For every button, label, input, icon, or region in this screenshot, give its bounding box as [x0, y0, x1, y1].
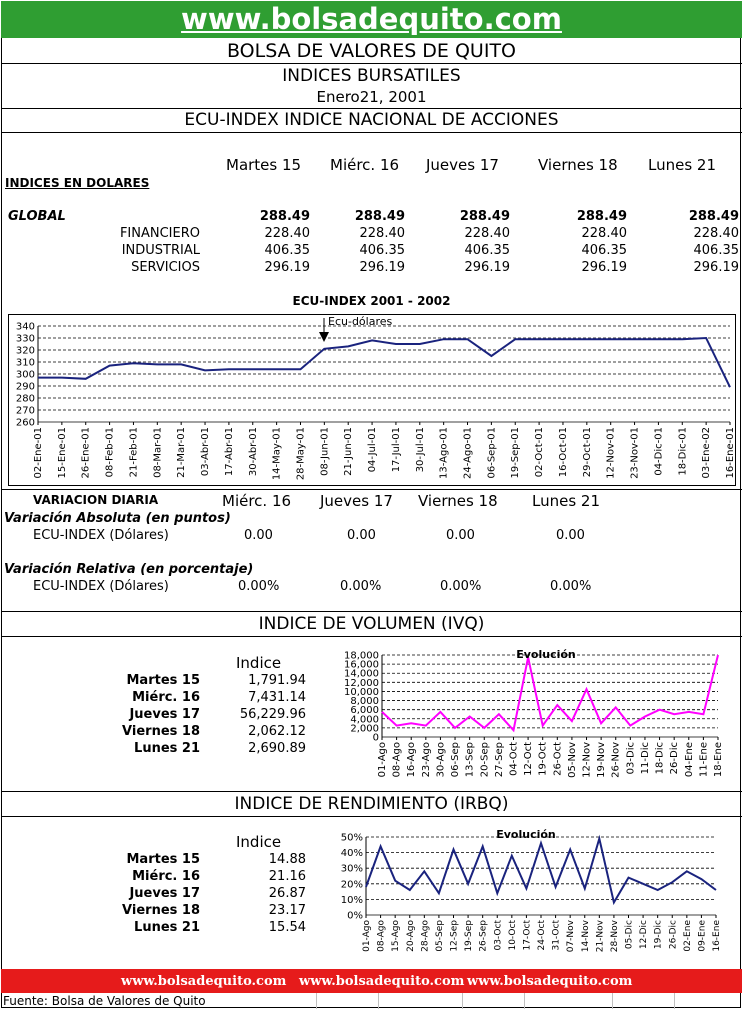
divider: [1, 636, 742, 637]
site-banner[interactable]: www.bolsadequito.com: [1, 1, 742, 38]
x-tick-label: 03-Abr-01: [200, 427, 212, 477]
ivq-chart-title: Evolución: [516, 648, 576, 661]
y-tick-label: 10%: [340, 894, 363, 906]
ivq-value: 2,062.12: [248, 724, 306, 739]
x-tick-label: 04-Dic-01: [653, 427, 665, 476]
irbq-chart-title: Evolución: [496, 828, 556, 841]
rel-variation-label: Variación Relativa (en porcentaje): [4, 562, 254, 577]
irbq-col-header: Indice: [236, 833, 282, 851]
day-header: Lunes 21: [648, 156, 717, 174]
day-header: Viernes 18: [538, 156, 618, 174]
x-tick-label: 05-Nov: [566, 742, 578, 778]
x-tick-label: 03-Ene-02: [701, 427, 713, 479]
rel-value: 0.00%: [238, 579, 280, 594]
cell-value: 228.40: [264, 226, 310, 241]
x-tick-label: 21-Nov: [595, 920, 606, 953]
irbq-value: 26.87: [268, 886, 306, 901]
y-tick-label: 0: [372, 732, 379, 744]
irbq-value: 23.17: [268, 903, 306, 918]
y-tick-label: 50%: [340, 832, 363, 844]
y-tick-label: 10,000: [344, 686, 379, 698]
ivq-col-header: Indice: [236, 654, 282, 672]
irbq-value: 21.16: [268, 869, 306, 884]
ecu-chart-title: ECU-INDEX 2001 - 2002: [292, 294, 451, 308]
x-tick-label: 17-Oct: [522, 920, 533, 951]
y-tick-label: 30%: [340, 863, 363, 875]
x-tick-label: 15-Ene-01: [56, 427, 68, 479]
cell-value: 406.35: [464, 243, 510, 258]
cell-border: [316, 993, 317, 1009]
irbq-day: Viernes 18: [122, 903, 200, 918]
rel-row-label: ECU-INDEX (Dólares): [33, 579, 169, 594]
section-title-ivq: INDICE DE VOLUMEN (IVQ): [258, 614, 485, 634]
divider: [1, 108, 742, 109]
ivq-day: Viernes 18: [122, 724, 200, 739]
y-tick-label: 290: [15, 381, 35, 393]
x-tick-label: 21-Feb-01: [128, 427, 140, 478]
y-tick-label: 0%: [347, 910, 363, 922]
rel-value: 0.00%: [440, 579, 482, 594]
y-tick-label: 8,000: [350, 696, 379, 708]
x-tick-label: 20-Ago: [405, 920, 416, 952]
x-tick-label: 29-Oct-01: [581, 427, 593, 478]
abs-value: 0.00: [244, 528, 273, 543]
cell-value: 296.19: [581, 260, 627, 275]
cell-value: 406.35: [581, 243, 627, 258]
x-tick-label: 18-Ene: [713, 742, 724, 778]
y-tick-label: 300: [15, 369, 35, 381]
abs-variation-label: Variación Absoluta (en puntos): [4, 511, 231, 526]
rel-value: 0.00%: [550, 579, 592, 594]
cell-border: [462, 993, 463, 1009]
x-tick-label: 13-Ago-01: [438, 427, 450, 479]
abs-row-label: ECU-INDEX (Dólares): [33, 528, 169, 543]
x-tick-label: 24-Ago-01: [462, 426, 474, 479]
x-tick-label: 26-Nov: [610, 742, 622, 778]
x-tick-label: 05-Sep: [434, 920, 445, 952]
x-tick-label: 01-Ago: [362, 920, 372, 952]
x-tick-label: 13-Sep: [464, 742, 476, 778]
row-label-financiero: FINANCIERO: [119, 226, 200, 241]
ivq-value: 7,431.14: [248, 690, 306, 705]
x-tick-label: 21-Mar-01: [176, 427, 188, 478]
irbq-series-line: [366, 839, 716, 903]
cell-value: 228.40: [359, 226, 405, 241]
ivq-chart: [326, 645, 726, 785]
x-tick-label: 18-Dic-01: [677, 427, 689, 476]
section-title-irbq: INDICE DE RENDIMIENTO (IRBQ): [234, 794, 509, 814]
x-tick-label: 27-Sep: [493, 742, 505, 778]
x-tick-label: 08-Feb-01: [104, 427, 116, 478]
abs-value: 0.00: [347, 528, 376, 543]
x-tick-label: 12-Oct: [523, 742, 535, 776]
irbq-value: 14.88: [268, 852, 306, 867]
irbq-day: Jueves 17: [129, 886, 200, 901]
cell-value: 406.35: [359, 243, 405, 258]
x-tick-label: 24-Oct: [537, 920, 547, 951]
cell-border: [524, 993, 525, 1009]
variacion-title: VARIACION DIARIA: [33, 493, 159, 507]
x-tick-label: 03-Dic: [625, 742, 637, 775]
x-tick-label: 17-Jul-01: [390, 427, 402, 473]
rel-value: 0.00%: [340, 579, 382, 594]
y-tick-label: 14,000: [344, 668, 379, 680]
row-label-industrial: INDUSTRIAL: [121, 243, 200, 258]
x-tick-label: 09-Ene: [697, 920, 708, 952]
x-tick-label: 05-Dic: [624, 920, 635, 950]
y-tick-label: 340: [15, 321, 35, 333]
x-tick-label: 26-Dic: [668, 920, 679, 950]
footer-bar: [1, 969, 742, 993]
ivq-value: 1,791.94: [248, 673, 306, 688]
x-tick-label: 10-Oct: [507, 920, 518, 951]
x-tick-label: 04-Oct: [508, 742, 520, 776]
x-tick-label: 08-Ago: [376, 920, 387, 952]
x-tick-label: 19-Nov: [596, 742, 608, 778]
y-tick-label: 12,000: [344, 677, 379, 689]
ivq-day: Jueves 17: [129, 707, 200, 722]
cell-border: [612, 993, 613, 1009]
ivq-value: 2,690.89: [248, 741, 306, 756]
y-tick-label: 4,000: [350, 714, 379, 726]
row-label-global: GLOBAL: [8, 209, 66, 224]
x-tick-label: 23-Nov-01: [629, 427, 641, 479]
irbq-value: 15.54: [268, 920, 306, 935]
cell-value: 288.49: [688, 209, 739, 224]
x-tick-label: 08-Jun-01: [319, 427, 331, 476]
cell-value: 288.49: [576, 209, 627, 224]
x-tick-label: 26-Dic: [669, 742, 681, 775]
org-title: BOLSA DE VALORES DE QUITO: [226, 40, 517, 62]
x-tick-label: 26-Sep: [478, 920, 489, 952]
y-tick-label: 330: [15, 333, 35, 345]
x-tick-label: 07-Nov: [566, 920, 577, 953]
ivq-day: Miérc. 16: [132, 690, 200, 705]
day-header: Viernes 18: [418, 492, 498, 510]
cell-border: [378, 993, 379, 1009]
x-tick-label: 15-Ago: [391, 920, 402, 952]
x-tick-label: 08-Mar-01: [152, 427, 164, 478]
y-tick-label: 6,000: [350, 705, 379, 717]
x-tick-label: 19-Dic: [653, 920, 664, 950]
cell-value: 406.35: [693, 243, 739, 258]
x-tick-label: 12-Nov: [581, 742, 593, 778]
cell-value: 228.40: [464, 226, 510, 241]
ivq-day: Martes 15: [126, 673, 200, 688]
x-tick-label: 30-Abr-01: [247, 427, 259, 477]
x-tick-label: 06-Sep: [450, 742, 462, 778]
day-header: Martes 15: [226, 156, 302, 174]
x-tick-label: 31-Oct: [551, 920, 562, 951]
x-tick-label: 01-Ago: [377, 742, 388, 778]
x-tick-label: 23-Ago: [420, 742, 432, 778]
x-tick-label: 03-Oct: [493, 920, 504, 951]
x-tick-label: 12-Dic: [639, 920, 650, 950]
y-tick-label: 2,000: [350, 723, 379, 735]
day-header: Miérc. 16: [222, 492, 292, 510]
x-tick-label: 28-Ago: [420, 920, 431, 952]
cell-border: [674, 993, 675, 1009]
day-header: Jueves 17: [426, 156, 499, 174]
abs-value: 0.00: [556, 528, 585, 543]
x-tick-label: 26-Ene-01: [80, 427, 92, 479]
x-tick-label: 12-Nov-01: [605, 427, 617, 479]
y-tick-label: 270: [15, 405, 35, 417]
x-tick-label: 12-Sep: [449, 920, 460, 952]
cell-value: 228.40: [693, 226, 739, 241]
irbq-day: Martes 15: [126, 852, 200, 867]
x-tick-label: 26-Oct: [552, 742, 564, 776]
section-title-ecu: ECU-INDEX INDICE NACIONAL DE ACCIONES: [184, 110, 559, 130]
footer-link[interactable]: www.bolsadequito.com: [299, 974, 465, 989]
chart-annotation: Ecu-dólares: [328, 315, 393, 328]
x-tick-label: 14-Nov: [580, 920, 591, 953]
x-tick-label: 17-Abr-01: [223, 427, 235, 477]
x-tick-label: 30-Ago: [435, 742, 447, 778]
cell-value: 288.49: [354, 209, 405, 224]
x-tick-label: 21-Jun-01: [343, 427, 355, 476]
ecu-chart: [8, 314, 736, 486]
x-tick-label: 18-Dic: [654, 742, 666, 775]
y-tick-label: 280: [15, 393, 35, 405]
page-subtitle: INDICES BURSATILES: [282, 66, 461, 86]
irbq-day: Miérc. 16: [132, 869, 200, 884]
x-tick-label: 06-Sep-01: [486, 426, 498, 479]
cell-value: 288.49: [259, 209, 310, 224]
y-tick-label: 260: [15, 417, 35, 429]
footer-link[interactable]: www.bolsadequito.com: [121, 974, 287, 989]
x-tick-label: 19-Sep-01: [510, 427, 522, 479]
x-tick-label: 16-Ago: [406, 742, 418, 778]
cell-value: 296.19: [359, 260, 405, 275]
x-tick-label: 28-Nov: [609, 920, 620, 953]
x-tick-label: 08-Ago: [391, 742, 403, 778]
irbq-chart: [326, 826, 726, 968]
cell-value: 296.19: [693, 260, 739, 275]
row-label-servicios: SERVICIOS: [131, 260, 200, 275]
x-tick-label: 02-Oct-01: [534, 427, 546, 478]
divider: [1, 611, 742, 612]
x-tick-label: 04-Jul-01: [367, 427, 379, 473]
footer-link[interactable]: www.bolsadequito.com: [467, 974, 633, 989]
x-tick-label: 11-Dic: [639, 742, 651, 775]
ivq-day: Lunes 21: [134, 741, 200, 756]
group-label: INDICES EN DOLARES: [5, 176, 150, 190]
x-tick-label: 16-Ene-01: [725, 427, 736, 479]
x-tick-label: 28-May-01: [295, 427, 307, 481]
x-tick-label: 30-Jul-01: [414, 427, 426, 473]
divider: [1, 63, 742, 64]
day-header: Jueves 17: [320, 492, 393, 510]
divider: [1, 132, 742, 133]
x-tick-label: 16-Ene: [712, 920, 722, 952]
x-tick-label: 11-Ene: [698, 742, 710, 778]
divider: [1, 489, 742, 490]
y-tick-label: 20%: [340, 879, 363, 891]
x-tick-label: 19-Oct: [537, 742, 549, 776]
x-tick-label: 04-Ene: [683, 742, 695, 778]
cell-value: 296.19: [264, 260, 310, 275]
day-header: Miérc. 16: [330, 156, 400, 174]
cell-value: 228.40: [581, 226, 627, 241]
divider: [1, 791, 742, 792]
y-tick-label: 18,000: [344, 650, 379, 662]
ivq-value: 56,229.96: [239, 707, 306, 722]
cell-value: 288.49: [459, 209, 510, 224]
abs-value: 0.00: [446, 528, 475, 543]
irbq-day: Lunes 21: [134, 920, 200, 935]
x-tick-label: 14-May-01: [271, 427, 283, 481]
x-tick-label: 19-Sep: [464, 920, 475, 952]
day-header: Lunes 21: [532, 492, 601, 510]
y-tick-label: 16,000: [344, 659, 379, 671]
y-tick-label: 40%: [340, 848, 363, 860]
x-tick-label: 02-Ene-01: [33, 427, 44, 479]
x-tick-label: 20-Sep: [479, 742, 491, 778]
y-tick-label: 310: [15, 357, 35, 369]
x-tick-label: 16-Oct-01: [557, 427, 569, 478]
source-note: Fuente: Bolsa de Valores de Quito: [3, 994, 206, 1008]
report-date: Enero21, 2001: [316, 88, 427, 106]
x-tick-label: 02-Ene: [682, 920, 693, 952]
cell-value: 296.19: [464, 260, 510, 275]
cell-value: 406.35: [264, 243, 310, 258]
divider: [1, 816, 742, 817]
y-tick-label: 320: [15, 345, 35, 357]
